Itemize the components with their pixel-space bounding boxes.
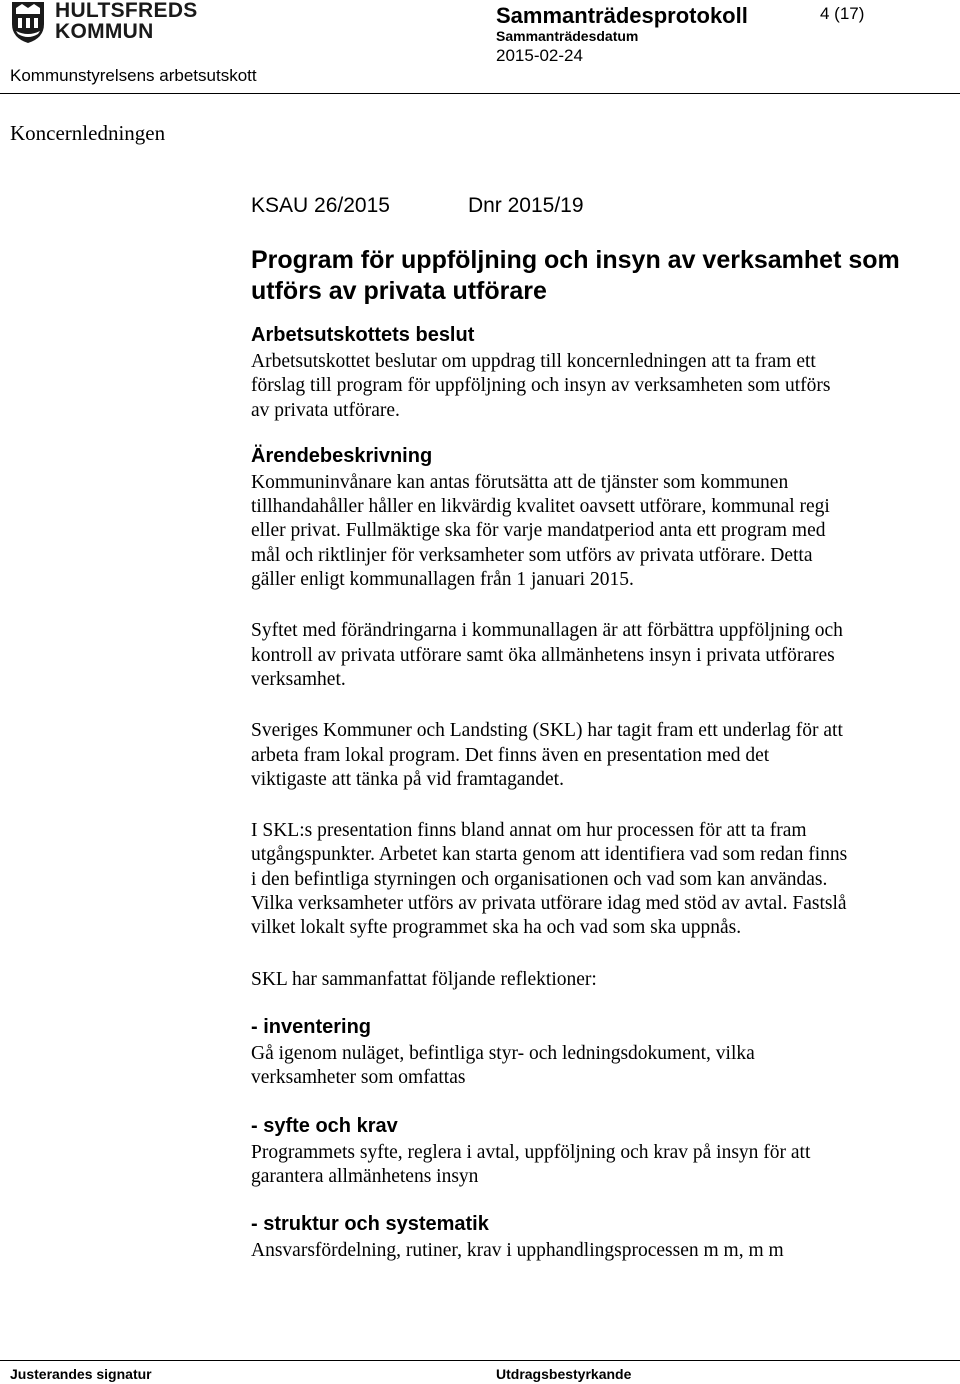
logo-line-1: HULTSFREDS xyxy=(55,0,198,22)
text-line: tillhandahåller håller en likvärdig kvalitet oavsett utförare, kommunal regi xyxy=(251,496,830,518)
text-line: vilket lokalt syfte programmet ska ha och vad som ska uppnås. xyxy=(251,917,742,939)
reflection-heading: - inventering xyxy=(251,1015,372,1038)
text-line: arbeta fram lokal program. Det finns även en presentation med det xyxy=(251,744,770,766)
decision-text xyxy=(251,350,941,423)
department-name: Koncernledningen xyxy=(10,121,166,145)
text-line: Gå igenom nuläget, befintliga styr- och ledningsdokument, vilka xyxy=(251,1042,755,1064)
text-line: Programmets syfte, reglera i avtal, uppföljning och krav på insyn för att xyxy=(251,1141,811,1163)
organ-name: Kommunstyrelsens arbetsutskott xyxy=(10,66,257,85)
text-line: garantera allmänhetens insyn xyxy=(251,1165,479,1187)
item-title-line: utförs av privata utförare xyxy=(251,277,547,305)
text-line: Kommuninvånare kan antas förutsätta att de tjänster som kommunen xyxy=(251,471,789,493)
reflection-heading: - struktur och systematik xyxy=(251,1213,489,1236)
description-paragraph-2 xyxy=(251,619,941,692)
text-line: förslag till program för uppföljning och insyn av verksamheten som utförs xyxy=(251,375,831,397)
description-paragraph-3 xyxy=(251,719,941,792)
text-line: mål och riktlinjer för verksamheter som utförs av privata utförare. Detta xyxy=(251,544,813,566)
text-line: Vilka verksamheter utförs av privata utförare idag med stöd av avtal. Fastslå xyxy=(251,893,847,915)
logo-wordmark xyxy=(55,0,198,42)
reflection-text xyxy=(251,1239,941,1263)
text-line: av privata utförare. xyxy=(251,399,400,421)
text-line: I SKL:s presentation finns bland annat om hur processen för att ta fram xyxy=(251,820,807,842)
text-line: i den befintliga styrningen och organisationen och vad som kan användas. xyxy=(251,868,828,890)
certification-label: Utdragsbestyrkande xyxy=(496,1366,632,1382)
page-number: 4 (17) xyxy=(820,4,865,23)
text-line: gäller enligt kommunallagen från 1 januari 2015. xyxy=(251,569,634,591)
reflection-heading: - syfte och krav xyxy=(251,1114,398,1137)
case-reference xyxy=(251,194,584,218)
text-line: Syftet med förändringarna i kommunallagen är att förbättra uppföljning och xyxy=(251,620,843,642)
description-paragraph-5: SKL har sammanfattat följande reflektioner: xyxy=(251,968,597,990)
text-line: Arbetsutskottet beslutar om uppdrag till koncernledningen att ta fram ett xyxy=(251,351,816,372)
text-line: Sveriges Kommuner och Landsting (SKL) har tagit fram ett underlag för att xyxy=(251,720,843,742)
text-line: eller privat. Fullmäktige ska för varje mandatperiod anta ett program med xyxy=(251,520,826,542)
signature-label: Justerandes signatur xyxy=(10,1366,152,1382)
item-title-line: Program för uppföljning och insyn av verksamhet som xyxy=(251,246,900,274)
text-line: viktigaste att tänka på vid framtagandet. xyxy=(251,768,564,790)
meeting-date: 2015-02-24 xyxy=(496,46,583,65)
reflection-text xyxy=(251,1042,941,1091)
description-heading: Ärendebeskrivning xyxy=(251,444,433,467)
text-line: verksamhet. xyxy=(251,668,346,690)
footer-divider xyxy=(0,1360,960,1361)
decision-heading: Arbetsutskottets beslut xyxy=(251,324,475,346)
text-line: verksamheter som omfattas xyxy=(251,1067,466,1089)
document-type-title: Sammanträdesprotokoll xyxy=(496,3,748,28)
description-paragraph-4 xyxy=(251,819,941,940)
document-body xyxy=(251,245,941,1263)
item-title xyxy=(251,245,941,307)
case-number: KSAU 26/2015 xyxy=(251,194,390,217)
diary-number: Dnr 2015/19 xyxy=(467,194,584,217)
reflection-text xyxy=(251,1141,941,1190)
description-paragraph-1 xyxy=(251,471,941,592)
text-line: kontroll av privata utförare samt öka allmänhetens insyn i privata utförares xyxy=(251,644,835,666)
text-line: utgångspunkter. Arbetet kan starta genom att identifiera vad som redan finns xyxy=(251,844,848,866)
text-line: Ansvarsfördelning, rutiner, krav i upphandlingsprocessen m m, m m xyxy=(251,1240,784,1262)
header-divider xyxy=(0,93,960,94)
meeting-date-label: Sammanträdesdatum xyxy=(496,28,639,44)
municipality-logo xyxy=(10,0,198,44)
logo-line-2: KOMMUN xyxy=(55,20,154,43)
coat-of-arms-icon xyxy=(10,0,46,44)
